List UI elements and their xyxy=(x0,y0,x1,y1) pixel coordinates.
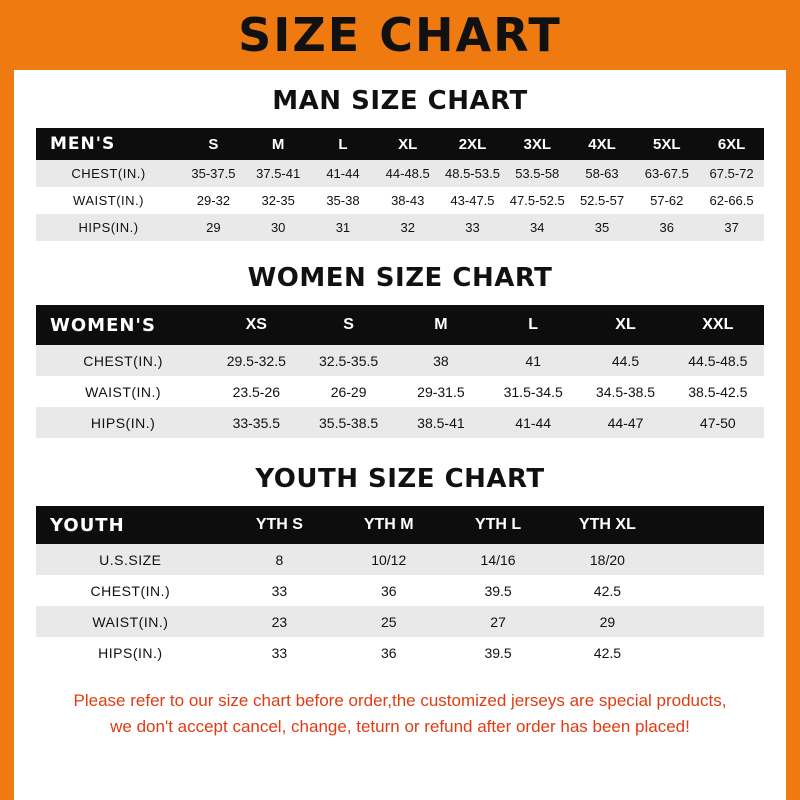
man-section-title: MAN SIZE CHART xyxy=(272,86,528,116)
footer-note-line-1: Please refer to our size chart before order,the customized jerseys are special products, xyxy=(73,691,727,710)
man-size-table xyxy=(36,128,764,241)
row-label: CHEST(IN.) xyxy=(36,160,181,187)
row-label: WAIST(IN.) xyxy=(36,187,181,214)
footer-note-line-2: we don't accept cancel, change, teturn or refund after order has been placed! xyxy=(110,716,690,736)
cell: 33-35.5 xyxy=(210,407,302,438)
cell: 63-67.5 xyxy=(634,160,699,187)
table-row xyxy=(36,606,764,637)
cell: 33 xyxy=(440,214,505,241)
cell: 37.5-41 xyxy=(246,160,311,187)
cell: 42.5 xyxy=(553,575,662,606)
cell: 52.5-57 xyxy=(570,187,635,214)
women-section-title: WOMEN SIZE CHART xyxy=(247,263,553,293)
cell: 35 xyxy=(570,214,635,241)
column-header: YTH M xyxy=(334,506,443,544)
column-header: S xyxy=(181,128,246,160)
cell: 53.5-58 xyxy=(505,160,570,187)
column-header: 2XL xyxy=(440,128,505,160)
cell: 10/12 xyxy=(334,544,443,575)
cell: 35.5-38.5 xyxy=(302,407,394,438)
column-header: L xyxy=(311,128,376,160)
cell: 29-32 xyxy=(181,187,246,214)
row-label: U.S.SIZE xyxy=(36,544,225,575)
column-header: XS xyxy=(210,305,302,345)
row-label: CHEST(IN.) xyxy=(36,345,210,376)
column-header: WOMEN'S xyxy=(36,305,210,345)
cell: 36 xyxy=(334,575,443,606)
cell: 41-44 xyxy=(487,407,579,438)
table-row xyxy=(36,637,764,668)
table-row xyxy=(36,160,764,187)
table-row xyxy=(36,345,764,376)
column-header: XL xyxy=(579,305,671,345)
cell: 39.5 xyxy=(443,637,552,668)
footer-note xyxy=(36,688,764,739)
cell: 14/16 xyxy=(443,544,552,575)
cell: 33 xyxy=(225,637,334,668)
column-header: S xyxy=(302,305,394,345)
cell: 62-66.5 xyxy=(699,187,764,214)
cell: 34 xyxy=(505,214,570,241)
cell: 39.5 xyxy=(443,575,552,606)
table-row xyxy=(36,187,764,214)
cell: 35-38 xyxy=(311,187,376,214)
cell: 25 xyxy=(334,606,443,637)
column-header: YTH L xyxy=(443,506,552,544)
cell: 38 xyxy=(395,345,487,376)
cell: 36 xyxy=(334,637,443,668)
cell: 26-29 xyxy=(302,376,394,407)
cell: 44.5 xyxy=(579,345,671,376)
cell: 8 xyxy=(225,544,334,575)
column-header: 4XL xyxy=(570,128,635,160)
youth-section-title: YOUTH SIZE CHART xyxy=(255,464,545,494)
cell: 44.5-48.5 xyxy=(672,345,764,376)
table-row xyxy=(36,214,764,241)
cell: 30 xyxy=(246,214,311,241)
table-row xyxy=(36,407,764,438)
table-row xyxy=(36,544,764,575)
column-header: YOUTH xyxy=(36,506,225,544)
cell: 44-47 xyxy=(579,407,671,438)
row-label: HIPS(IN.) xyxy=(36,637,225,668)
column-header: M xyxy=(395,305,487,345)
cell-spacer xyxy=(662,606,764,637)
cell: 67.5-72 xyxy=(699,160,764,187)
column-header-spacer xyxy=(662,506,764,544)
table-header-row xyxy=(36,506,764,544)
chart-content xyxy=(14,86,786,739)
cell: 29.5-32.5 xyxy=(210,345,302,376)
page-banner xyxy=(14,0,786,70)
cell: 34.5-38.5 xyxy=(579,376,671,407)
column-header: MEN'S xyxy=(36,128,181,160)
table-row xyxy=(36,376,764,407)
cell: 42.5 xyxy=(553,637,662,668)
column-header: XXL xyxy=(672,305,764,345)
cell: 23 xyxy=(225,606,334,637)
cell: 38.5-41 xyxy=(395,407,487,438)
cell: 44-48.5 xyxy=(375,160,440,187)
cell-spacer xyxy=(662,544,764,575)
row-label: WAIST(IN.) xyxy=(36,606,225,637)
table-header-row xyxy=(36,305,764,345)
row-label: CHEST(IN.) xyxy=(36,575,225,606)
cell: 37 xyxy=(699,214,764,241)
column-header: 5XL xyxy=(634,128,699,160)
cell-spacer xyxy=(662,575,764,606)
table-header-row xyxy=(36,128,764,160)
column-header: M xyxy=(246,128,311,160)
cell: 32-35 xyxy=(246,187,311,214)
cell: 23.5-26 xyxy=(210,376,302,407)
cell: 29-31.5 xyxy=(395,376,487,407)
cell: 32 xyxy=(375,214,440,241)
cell: 58-63 xyxy=(570,160,635,187)
cell: 47-50 xyxy=(672,407,764,438)
women-size-table xyxy=(36,305,764,438)
cell: 18/20 xyxy=(553,544,662,575)
cell: 47.5-52.5 xyxy=(505,187,570,214)
cell: 48.5-53.5 xyxy=(440,160,505,187)
youth-size-table xyxy=(36,506,764,668)
cell: 38-43 xyxy=(375,187,440,214)
cell: 29 xyxy=(553,606,662,637)
row-label: HIPS(IN.) xyxy=(36,214,181,241)
cell: 57-62 xyxy=(634,187,699,214)
cell: 29 xyxy=(181,214,246,241)
cell: 33 xyxy=(225,575,334,606)
column-header: 3XL xyxy=(505,128,570,160)
cell: 27 xyxy=(443,606,552,637)
cell: 31 xyxy=(311,214,376,241)
table-row xyxy=(36,575,764,606)
page-title: SIZE CHART xyxy=(238,8,562,62)
cell: 41 xyxy=(487,345,579,376)
cell: 31.5-34.5 xyxy=(487,376,579,407)
column-header: 6XL xyxy=(699,128,764,160)
column-header: L xyxy=(487,305,579,345)
cell-spacer xyxy=(662,637,764,668)
column-header: YTH S xyxy=(225,506,334,544)
cell: 43-47.5 xyxy=(440,187,505,214)
column-header: YTH XL xyxy=(553,506,662,544)
cell: 35-37.5 xyxy=(181,160,246,187)
row-label: WAIST(IN.) xyxy=(36,376,210,407)
cell: 36 xyxy=(634,214,699,241)
cell: 32.5-35.5 xyxy=(302,345,394,376)
cell: 38.5-42.5 xyxy=(672,376,764,407)
cell: 41-44 xyxy=(311,160,376,187)
row-label: HIPS(IN.) xyxy=(36,407,210,438)
column-header: XL xyxy=(375,128,440,160)
